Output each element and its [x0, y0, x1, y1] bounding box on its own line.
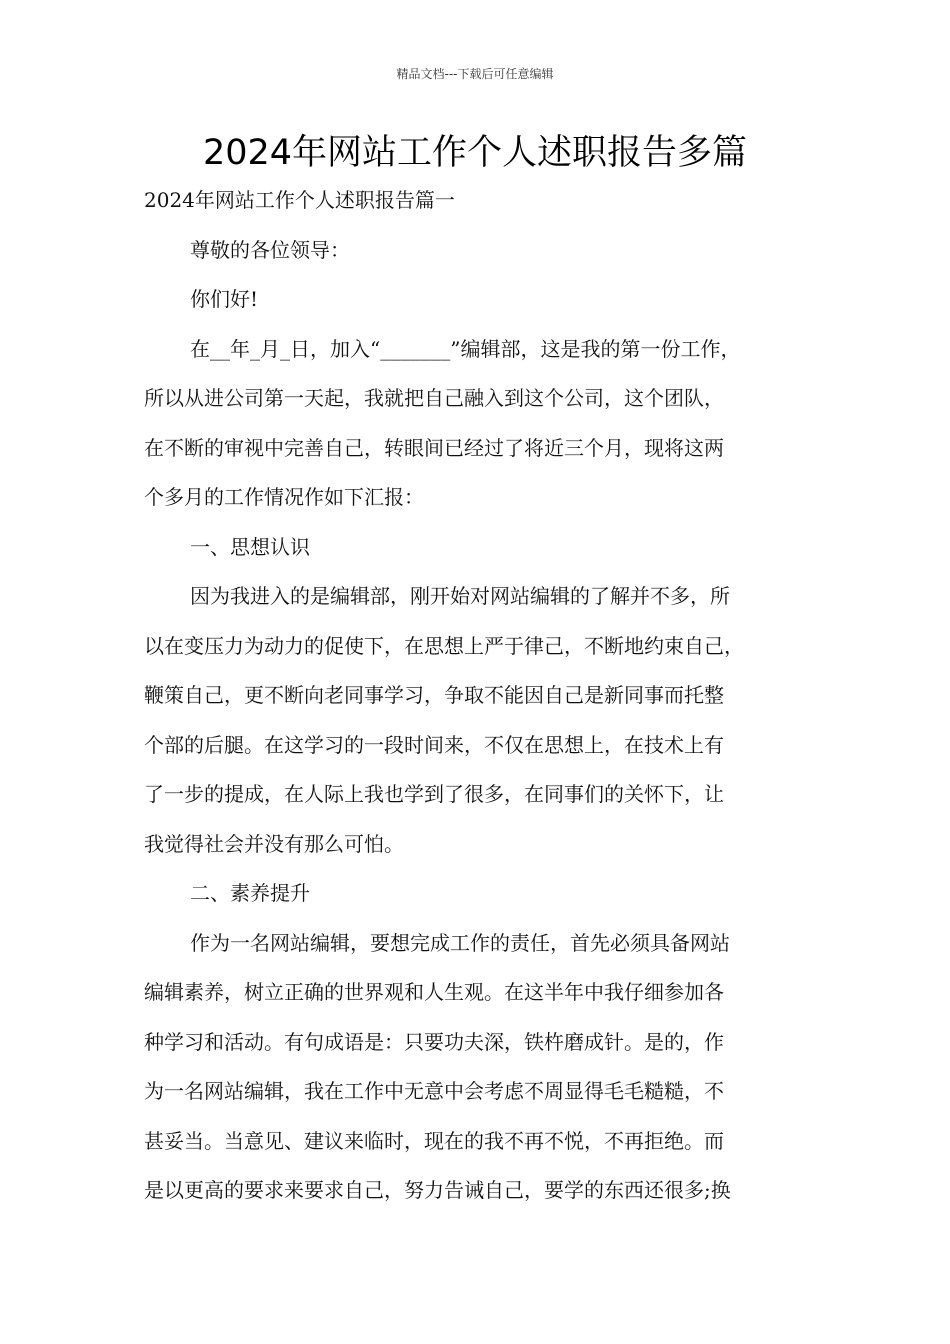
heading-literacy: 二、素养提升 — [190, 881, 310, 905]
paragraph-line: 所以从进公司第一天起，我就把自己融入到这个公司，这个团队， — [144, 386, 724, 410]
salutation: 尊敬的各位领导： — [190, 237, 350, 262]
paragraph-line: 甚妥当。当意见、建议来临时，现在的我不再不悦，不再拒绝。而 — [144, 1128, 724, 1153]
paragraph-line: 因为我进入的是编辑部，刚开始对网站编辑的了解并不多，所 — [190, 584, 730, 608]
paragraph-line: 编辑素养，树立正确的世界观和人生观。在这半年中我仔细参加各 — [144, 980, 724, 1004]
heading-thoughts: 一、思想认识 — [190, 534, 310, 559]
paragraph-line: 个多月的工作情况作如下汇报： — [144, 485, 424, 509]
paragraph-line: 是以更高的要求来要求自己，努力告诫自己，要学的东西还很多;换 — [144, 1178, 731, 1202]
paragraph-literacy — [144, 919, 824, 1216]
paragraph-line: 个部的后腿。在这学习的一段时间来，不仅在思想上，在技术上有 — [144, 732, 724, 757]
paragraph-thoughts — [144, 572, 824, 869]
paragraph-line: 在不断的审视中完善自己，转眼间已经过了将近三个月，现将这两 — [144, 435, 724, 460]
paragraph-line: 为一名网站编辑，我在工作中无意中会考虑不周显得毛毛糙糙，不 — [144, 1079, 724, 1103]
document-body — [144, 176, 824, 1216]
paragraph-line: 我觉得社会并没有那么可怕。 — [144, 831, 404, 856]
paragraph-intro — [144, 325, 824, 523]
header-note: 精品文档---下载后可任意编辑 — [396, 67, 554, 81]
paragraph-line: 鞭策自己，更不断向老同事学习，争取不能因自己是新同事而托整 — [144, 683, 724, 707]
paragraph-line: 以在变压力为动力的促使下，在思想上严于律己，不断地约束自己， — [144, 633, 744, 658]
paragraph-line: 在__年_月_日，加入“_______”编辑部，这是我的第一份工作， — [190, 336, 741, 361]
greeting: 你们好! — [190, 287, 259, 311]
paragraph-line: 了一步的提成，在人际上我也学到了很多，在同事们的关怀下，让 — [144, 782, 724, 806]
paragraph-line: 种学习和活动。有句成语是：只要功夫深，铁杵磨成针。是的，作 — [144, 1029, 724, 1054]
section-subtitle: 2024年网站工作个人述职报告篇一 — [144, 188, 455, 212]
paragraph-line: 作为一名网站编辑，要想完成工作的责任，首先必须具备网站 — [190, 930, 730, 955]
document-title: 2024年网站工作个人述职报告多篇 — [202, 133, 748, 173]
